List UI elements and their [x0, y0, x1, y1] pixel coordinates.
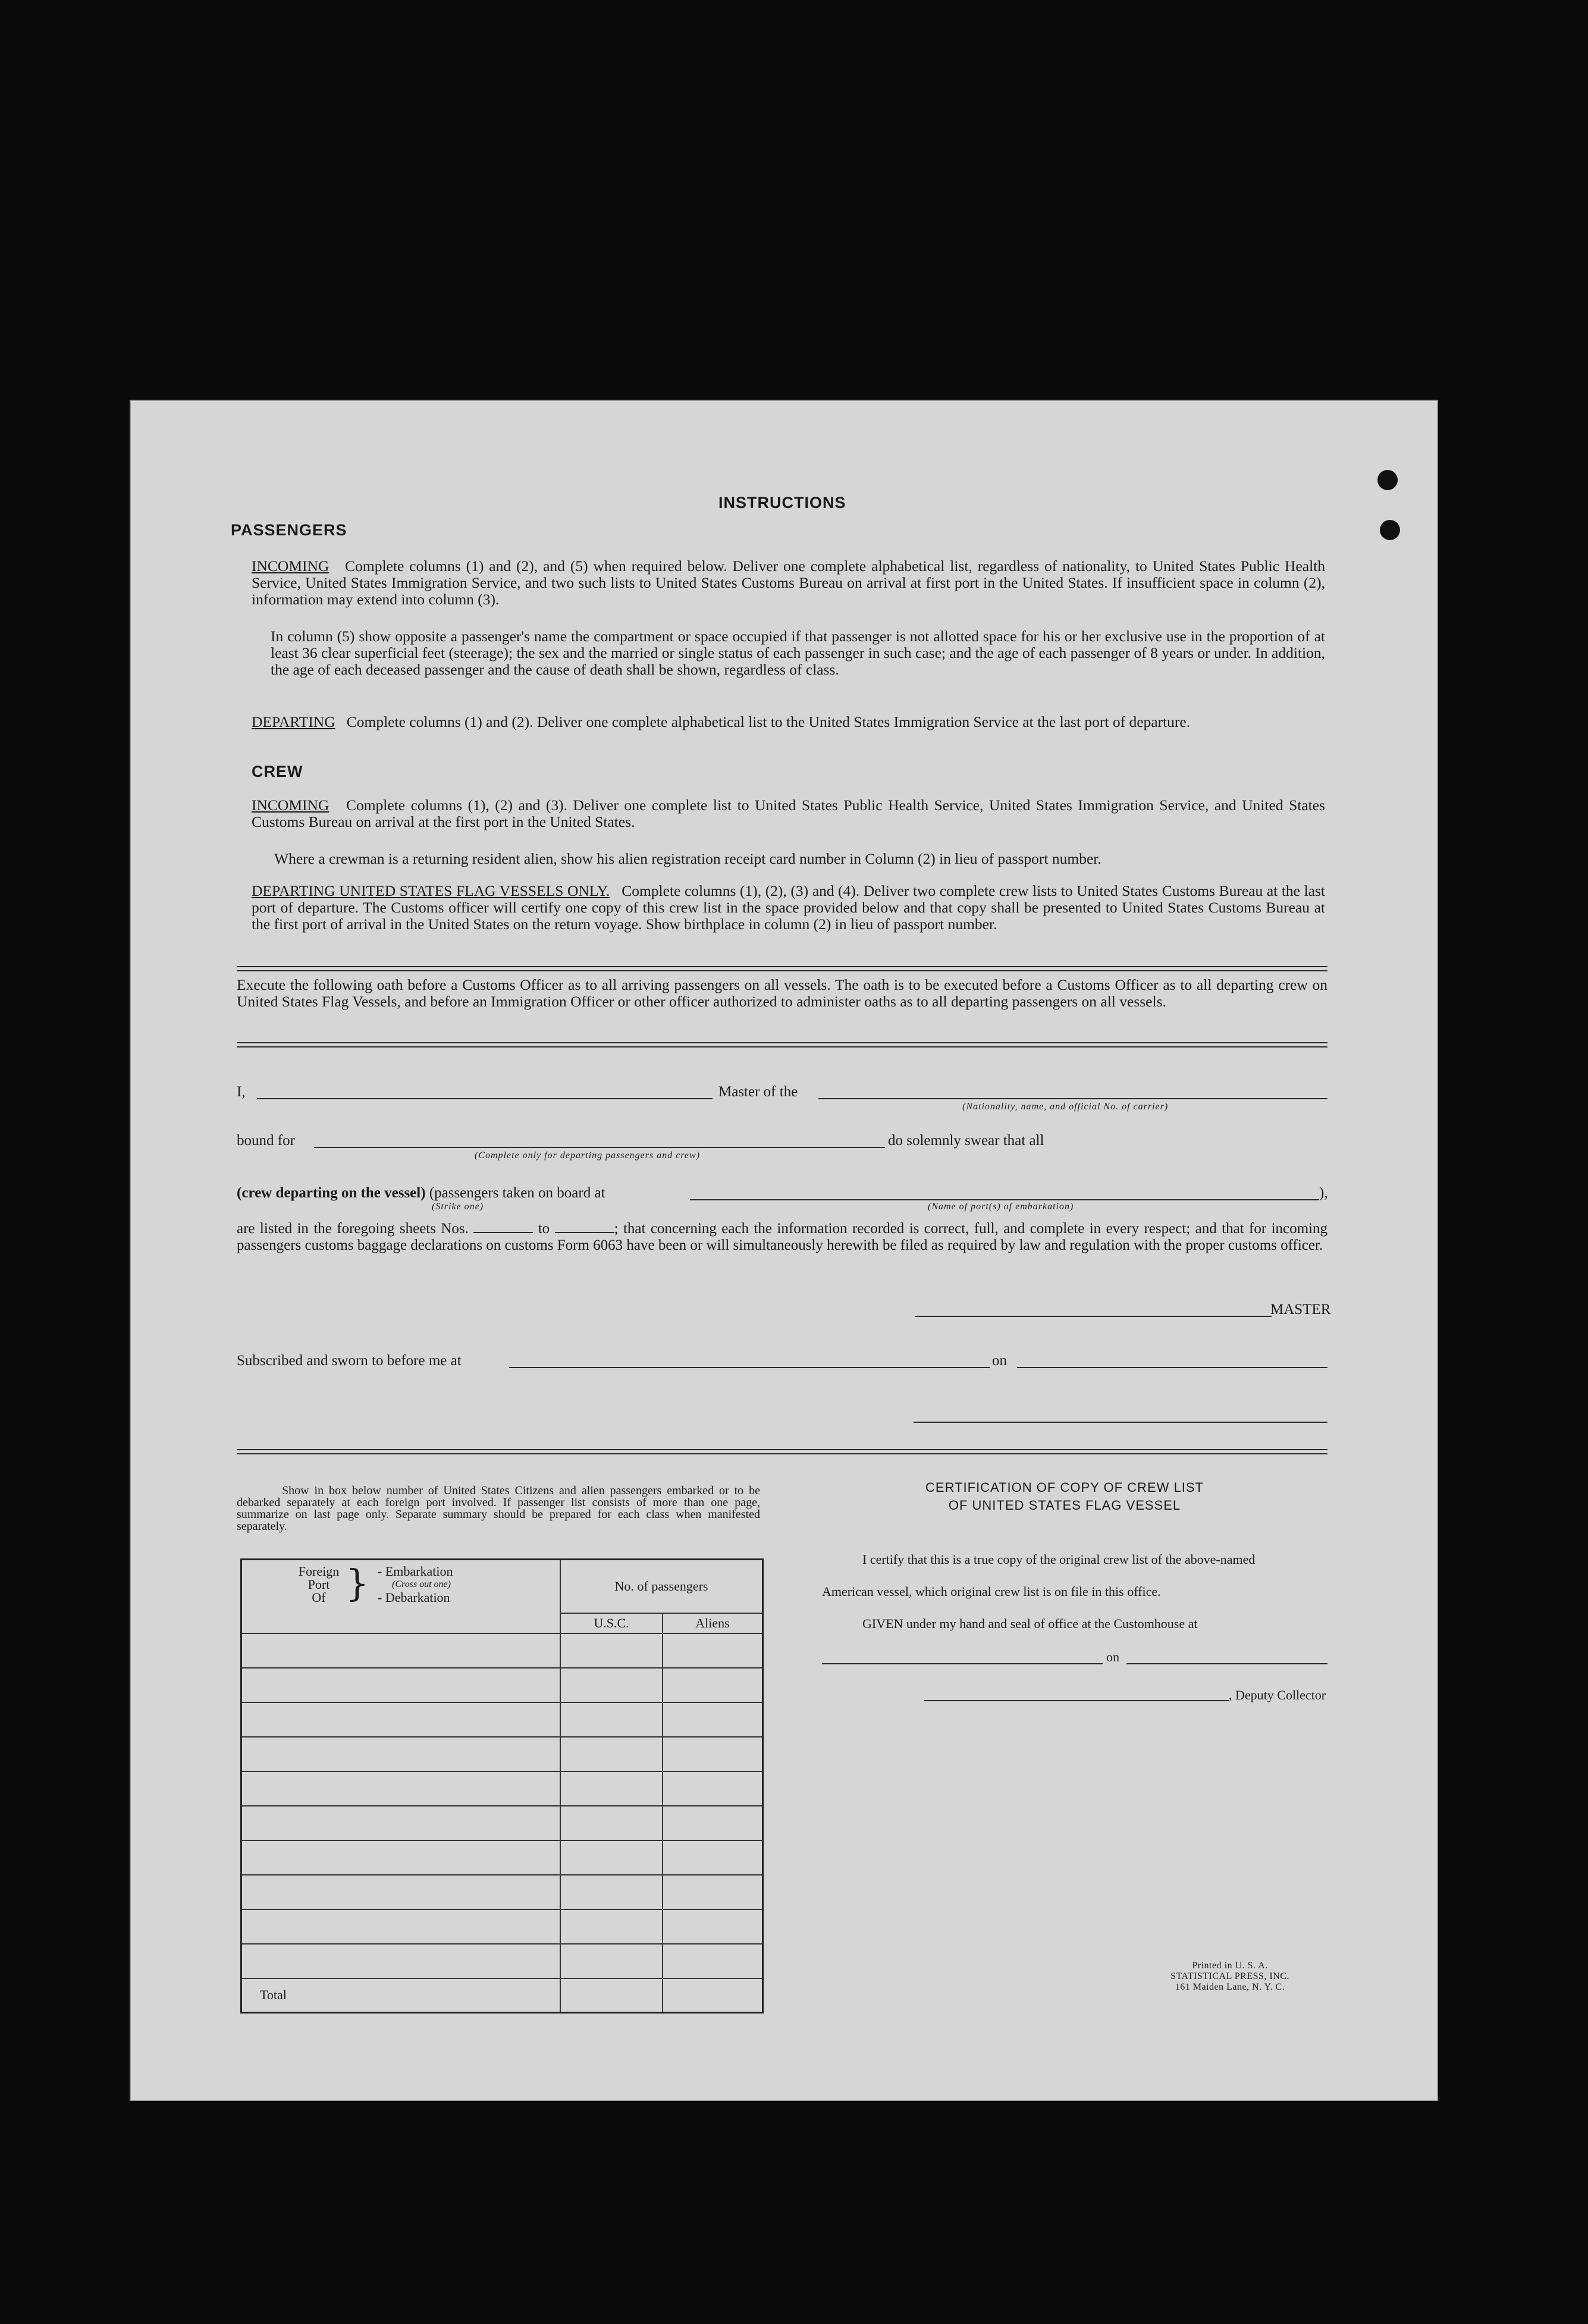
port-cell[interactable] [241, 1806, 561, 1840]
master-signature-field[interactable] [915, 1316, 1272, 1317]
total-usc-cell[interactable] [560, 1978, 663, 2013]
crew-departing-option[interactable]: (crew departing on the vessel) [237, 1185, 426, 1201]
subscribed-date-field[interactable] [1017, 1367, 1327, 1368]
usc-header: U.S.C. [560, 1613, 663, 1633]
of-label: Of [312, 1590, 326, 1605]
listed-suffix: ; that concerning each the information recorded is correct, full, and complete in every respect; and that for incoming passengers customs baggage declarations on customs Form 6063 have been or will simultaneously herewith be filed as required by law and regulation with the proper customs officer. [237, 1221, 1328, 1253]
usc-cell[interactable] [560, 1633, 663, 1668]
cross-out-note: (Cross out one) [392, 1579, 451, 1589]
aliens-cell[interactable] [663, 1840, 763, 1875]
punch-hole [1377, 470, 1398, 490]
total-aliens-cell[interactable] [663, 1978, 763, 2013]
passengers-heading: PASSENGERS [231, 521, 347, 539]
officer-signature-field[interactable] [914, 1422, 1327, 1423]
passengers-column5-text: In column (5) show opposite a passenger's name the compartment or space occupied if that passenger is not allotted space for his or her exclusive use in the proportion of at least 36 clear superficial feet (steerage); the sex and the married or single status of each passenger in such case; and the age of each passenger of 8 years or under. In addition, the age of each deceased passenger and the cause of death shall be shown, regardless of class. [271, 628, 1325, 678]
divider [237, 966, 1327, 971]
passengers-incoming-text: Complete columns (1) and (2), and (5) when required below. Deliver one complete alphabetical list, regardless of nationality, to United States Public Health Service, United States Immigration Service, and two such lists to United States Customs Bureau on arrival at first port in the United States. If insufficient space in column (2), information may extend into column (3). [252, 557, 1325, 608]
port-cell[interactable] [241, 1909, 561, 1944]
complete-note: (Complete only for departing passengers and crew) [475, 1150, 701, 1161]
usc-cell[interactable] [560, 1909, 663, 1944]
punch-hole [1380, 520, 1400, 540]
debarkation-label[interactable]: - Debarkation [378, 1590, 450, 1605]
port-label: Port [307, 1577, 330, 1592]
certification-title-line1: CERTIFICATION OF COPY OF CREW LIST [925, 1480, 1204, 1495]
passengers-departing-paragraph [252, 714, 1325, 730]
oath-i-label: I, [237, 1084, 246, 1100]
foreign-label: Foreign [298, 1564, 340, 1579]
printer-line3: 161 Maiden Lane, N. Y. C. [1175, 1982, 1285, 1992]
master-of-label: Master of the [718, 1084, 798, 1100]
aliens-cell[interactable] [663, 1806, 763, 1840]
certification-title-line2: OF UNITED STATES FLAG VESSEL [948, 1498, 1181, 1513]
port-cell[interactable] [241, 1771, 561, 1806]
strike-note: (Strike one) [432, 1202, 484, 1212]
crew-resident-text: Where a crewman is a returning resident alien, show his alien registration receipt card number in Column (2) in lieu of passport number. [274, 850, 1101, 867]
aliens-cell[interactable] [663, 1909, 763, 1944]
aliens-cell[interactable] [663, 1737, 763, 1771]
usc-cell[interactable] [560, 1668, 663, 1702]
usc-cell[interactable] [560, 1875, 663, 1909]
passengers-departing-label: DEPARTING [252, 713, 335, 730]
usc-cell[interactable] [560, 1806, 663, 1840]
printer-imprint [1141, 1961, 1319, 1993]
subscribed-label: Subscribed and sworn to before me at [237, 1353, 462, 1369]
close-paren: ), [1319, 1185, 1328, 1201]
printer-line2: STATISTICAL PRESS, INC. [1170, 1971, 1289, 1981]
deputy-signature-field[interactable] [924, 1700, 1229, 1701]
box-instructions: Show in box below number of United States Citizens and alien passengers embarked or to be debarked separately at each foreign port involved. If passenger list consists of more than one page, summarize on last page only. Separate summary should be prepared for each class when manifested separately. [237, 1484, 760, 1533]
crew-departing-label: DEPARTING UNITED STATES FLAG VESSELS ONLY. [252, 882, 610, 899]
customhouse-field[interactable] [822, 1663, 1103, 1664]
aliens-cell[interactable] [663, 1702, 763, 1737]
aliens-header: Aliens [663, 1613, 763, 1633]
port-cell[interactable] [241, 1737, 561, 1771]
port-note: (Name of port(s) of embarkation) [928, 1202, 1074, 1212]
divider [237, 1449, 1327, 1454]
passengers-incoming-paragraph [252, 558, 1325, 608]
given-text: GIVEN under my hand and seal of office at the Customhouse at [862, 1616, 1198, 1631]
table-row [241, 1668, 763, 1702]
solemnly-swear-text: do solemnly swear that all [888, 1133, 1044, 1149]
aliens-cell[interactable] [663, 1771, 763, 1806]
listed-prefix: are listed in the foregoing sheets Nos. [237, 1221, 469, 1237]
table-row [241, 1840, 763, 1875]
listed-paragraph [237, 1221, 1327, 1254]
crew-incoming-label: INCOMING [252, 796, 329, 814]
total-row [241, 1978, 763, 2013]
usc-cell[interactable] [560, 1944, 663, 1978]
carrier-note: (Nationality, name, and official No. of carrier) [962, 1102, 1169, 1112]
table-row [241, 1737, 763, 1771]
sheet-to-field[interactable] [555, 1221, 614, 1233]
master-name-field[interactable] [257, 1098, 713, 1099]
usc-cell[interactable] [560, 1771, 663, 1806]
certification-title [822, 1479, 1307, 1514]
bound-for-field[interactable] [314, 1147, 885, 1148]
usc-cell[interactable] [560, 1737, 663, 1771]
crew-incoming-text: Complete columns (1), (2) and (3). Deliver one complete list to United States Public Health Service, United States Immigration Service, and United States Customs Bureau on arrival at the first port in the United States. [252, 796, 1325, 830]
total-label: Total [241, 1978, 561, 2013]
aliens-cell[interactable] [663, 1633, 763, 1668]
to-label: to [538, 1221, 550, 1237]
page-title: INSTRUCTIONS [718, 494, 846, 512]
port-cell[interactable] [241, 1875, 561, 1909]
certification-on-label: on [1106, 1649, 1119, 1664]
passengers-incoming-label: INCOMING [252, 557, 329, 575]
table-row [241, 1909, 763, 1944]
passengers-departing-text: Complete columns (1) and (2). Deliver one complete alphabetical list to the United States Immigration Service at the last port of departure. [346, 713, 1191, 730]
printer-line1: Printed in U. S. A. [1192, 1961, 1268, 1971]
certification-date-field[interactable] [1126, 1663, 1327, 1664]
embarkation-label[interactable]: - Embarkation [378, 1564, 453, 1579]
bound-for-label: bound for [237, 1133, 295, 1149]
sheet-from-field[interactable] [473, 1221, 533, 1233]
subscribed-on-label: on [992, 1353, 1007, 1369]
crew-heading: CREW [252, 763, 303, 780]
port-cell[interactable] [241, 1840, 561, 1875]
brace-glyph: } [346, 1561, 369, 1605]
no-of-passengers-header: No. of passengers [560, 1560, 763, 1613]
master-signature-label: MASTER [1270, 1301, 1331, 1318]
embarkation-port-field[interactable] [690, 1199, 1319, 1200]
table-row [241, 1944, 763, 1978]
crew-departing-text: Complete columns (1), (2), (3) and (4). Deliver two complete crew lists to United States Customs Bureau at the last port of departure. The Customs officer will certify one copy of this crew list in the space provided below and that copy shall be presented to United States Customs Bureau at the first port of arrival in the United States on the return voyage. Show birthplace in column (2) in lieu of passport number. [252, 882, 1326, 933]
table-row [241, 1875, 763, 1909]
port-header-cell [241, 1560, 561, 1633]
table-row [241, 1633, 763, 1668]
table-row [241, 1702, 763, 1737]
carrier-field[interactable] [818, 1098, 1327, 1099]
aliens-cell[interactable] [663, 1668, 763, 1702]
divider [237, 1042, 1327, 1047]
certify-line1: I certify that this is a true copy of the original crew list of the above-named [862, 1552, 1256, 1567]
passengers-taken-option[interactable]: (passengers taken on board at [429, 1185, 605, 1201]
port-cell[interactable] [241, 1702, 561, 1737]
aliens-cell[interactable] [663, 1875, 763, 1909]
usc-cell[interactable] [560, 1702, 663, 1737]
crew-departing-paragraph [252, 883, 1325, 933]
port-cell[interactable] [241, 1944, 561, 1978]
port-cell[interactable] [241, 1633, 561, 1668]
subscribed-place-field[interactable] [509, 1367, 990, 1368]
aliens-cell[interactable] [663, 1944, 763, 1978]
certify-line2: American vessel, which original crew list is on file in this office. [822, 1584, 1161, 1599]
deputy-collector-label: , Deputy Collector [1229, 1688, 1326, 1702]
oath-crew-passengers-line [237, 1185, 605, 1202]
table-row [241, 1771, 763, 1806]
oath-intro-text: Execute the following oath before a Customs Officer as to all arriving passengers on all vessels. The oath is to be executed before a Customs Officer as to all departing crew on United States Flag Vessels, and before an Immigration Officer or other officer authorized to administer oaths as to all departing passengers on all vessels. [237, 976, 1327, 1010]
form-page [130, 400, 1438, 2101]
crew-incoming-paragraph [252, 797, 1325, 830]
table-row [241, 1806, 763, 1840]
passenger-count-table [240, 1558, 764, 2013]
usc-cell[interactable] [560, 1840, 663, 1875]
port-cell[interactable] [241, 1668, 561, 1702]
